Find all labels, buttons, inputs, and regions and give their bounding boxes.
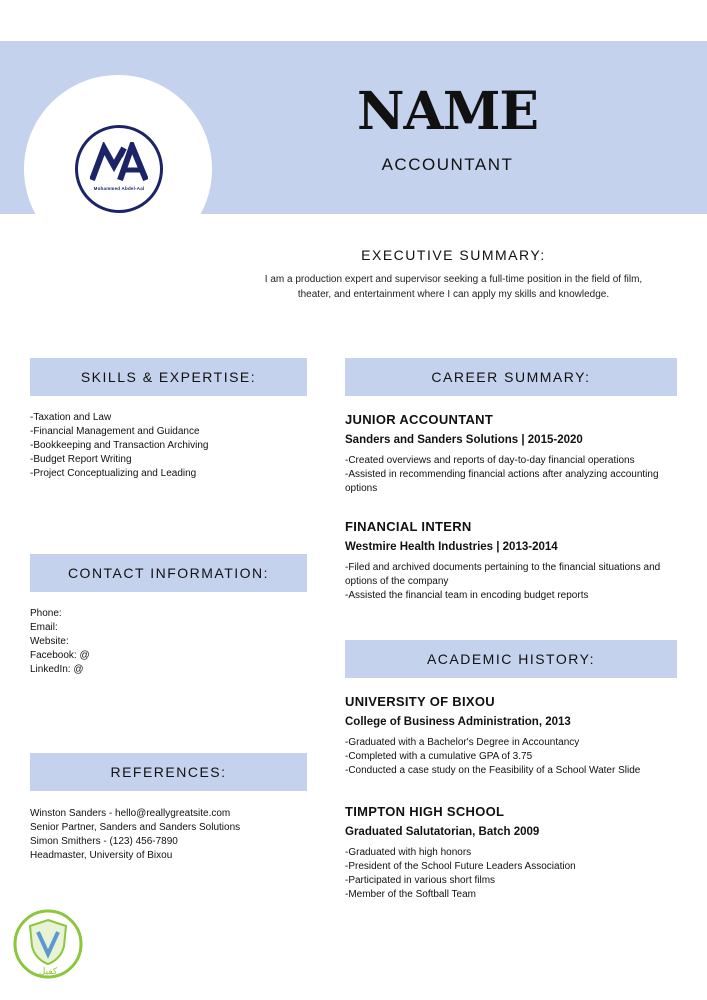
list-item: -Project Conceptualizing and Leading bbox=[30, 468, 197, 479]
logo-caption: Mohammed Abdel-Aal bbox=[93, 186, 145, 191]
executive-summary-line: theater, and entertainment where I can apply my skills and knowledge. bbox=[297, 288, 610, 300]
list-item: Winston Sanders - hello@reallygreatsite.com bbox=[30, 808, 231, 819]
school-details bbox=[345, 846, 576, 902]
references-list bbox=[30, 807, 240, 863]
list-item: Headmaster, University of Bixou bbox=[30, 850, 173, 861]
job-title: FINANCIAL INTERN bbox=[345, 519, 472, 534]
list-item: options of the company bbox=[345, 576, 449, 587]
list-item: -Participated in various short films bbox=[345, 875, 496, 886]
job-company: Sanders and Sanders Solutions | 2015-2020 bbox=[345, 434, 583, 446]
list-item: -Bookkeeping and Transaction Archiving bbox=[30, 440, 209, 451]
list-item: -Created overviews and reports of day-to-day financial operations bbox=[345, 455, 635, 466]
monogram-icon bbox=[90, 142, 148, 182]
list-item: Email: bbox=[30, 622, 58, 633]
logo bbox=[75, 125, 163, 213]
list-item: -Financial Management and Guidance bbox=[30, 426, 200, 437]
list-item: -Graduated with high honors bbox=[345, 847, 472, 858]
resume-title: ACCOUNTANT bbox=[381, 155, 514, 174]
contact-heading: CONTACT INFORMATION: bbox=[30, 554, 307, 592]
references-heading: REFERENCES: bbox=[30, 753, 307, 791]
school-title: UNIVERSITY OF BIXOU bbox=[345, 694, 495, 709]
job-details bbox=[345, 561, 660, 603]
skills-heading: SKILLS & EXPERTISE: bbox=[30, 358, 307, 396]
job-details bbox=[345, 454, 659, 496]
executive-summary-heading: EXECUTIVE SUMMARY: bbox=[361, 247, 546, 263]
school-subtitle: Graduated Salutatorian, Batch 2009 bbox=[345, 826, 540, 838]
list-item: -Taxation and Law bbox=[30, 412, 112, 423]
school-details bbox=[345, 736, 640, 778]
list-item: LinkedIn: @ bbox=[30, 664, 84, 675]
list-item: -Budget Report Writing bbox=[30, 454, 132, 465]
executive-summary-text bbox=[240, 273, 667, 302]
list-item: Simon Smithers - (123) 456-7890 bbox=[30, 836, 178, 847]
list-item: -Conducted a case study on the Feasibility of a School Water Slide bbox=[345, 765, 641, 776]
list-item: -Filed and archived documents pertaining to the financial situations and bbox=[345, 562, 661, 573]
skills-list bbox=[30, 411, 208, 481]
list-item: options bbox=[345, 483, 378, 494]
list-item: -Assisted the financial team in encoding budget reports bbox=[345, 590, 589, 601]
list-item: -Assisted in recommending financial actions after analyzing accounting bbox=[345, 469, 659, 480]
job-company: Westmire Health Industries | 2013-2014 bbox=[345, 541, 558, 553]
career-heading: CAREER SUMMARY: bbox=[345, 358, 677, 396]
school-subtitle: College of Business Administration, 2013 bbox=[345, 716, 571, 728]
list-item: Facebook: @ bbox=[30, 650, 90, 661]
list-item: Senior Partner, Sanders and Sanders Solutions bbox=[30, 822, 241, 833]
list-item: Website: bbox=[30, 636, 69, 647]
school-title: TIMPTON HIGH SCHOOL bbox=[345, 804, 505, 819]
list-item: -Graduated with a Bachelor's Degree in Accountancy bbox=[345, 737, 580, 748]
list-item: -President of the School Future Leaders Association bbox=[345, 861, 576, 872]
watermark-shield-icon bbox=[12, 908, 84, 980]
list-item: -Completed with a cumulative GPA of 3.75 bbox=[345, 751, 533, 762]
resume-name: NAME bbox=[356, 81, 539, 142]
list-item: -Member of the Softball Team bbox=[345, 889, 476, 900]
watermark-text: كفيل bbox=[38, 967, 58, 977]
contact-list bbox=[30, 607, 90, 677]
list-item: Phone: bbox=[30, 608, 62, 619]
executive-summary-line: I am a production expert and supervisor seeking a full-time position in the field of film, bbox=[264, 274, 643, 285]
job-title: JUNIOR ACCOUNTANT bbox=[345, 412, 494, 427]
academic-heading: ACADEMIC HISTORY: bbox=[345, 640, 677, 678]
